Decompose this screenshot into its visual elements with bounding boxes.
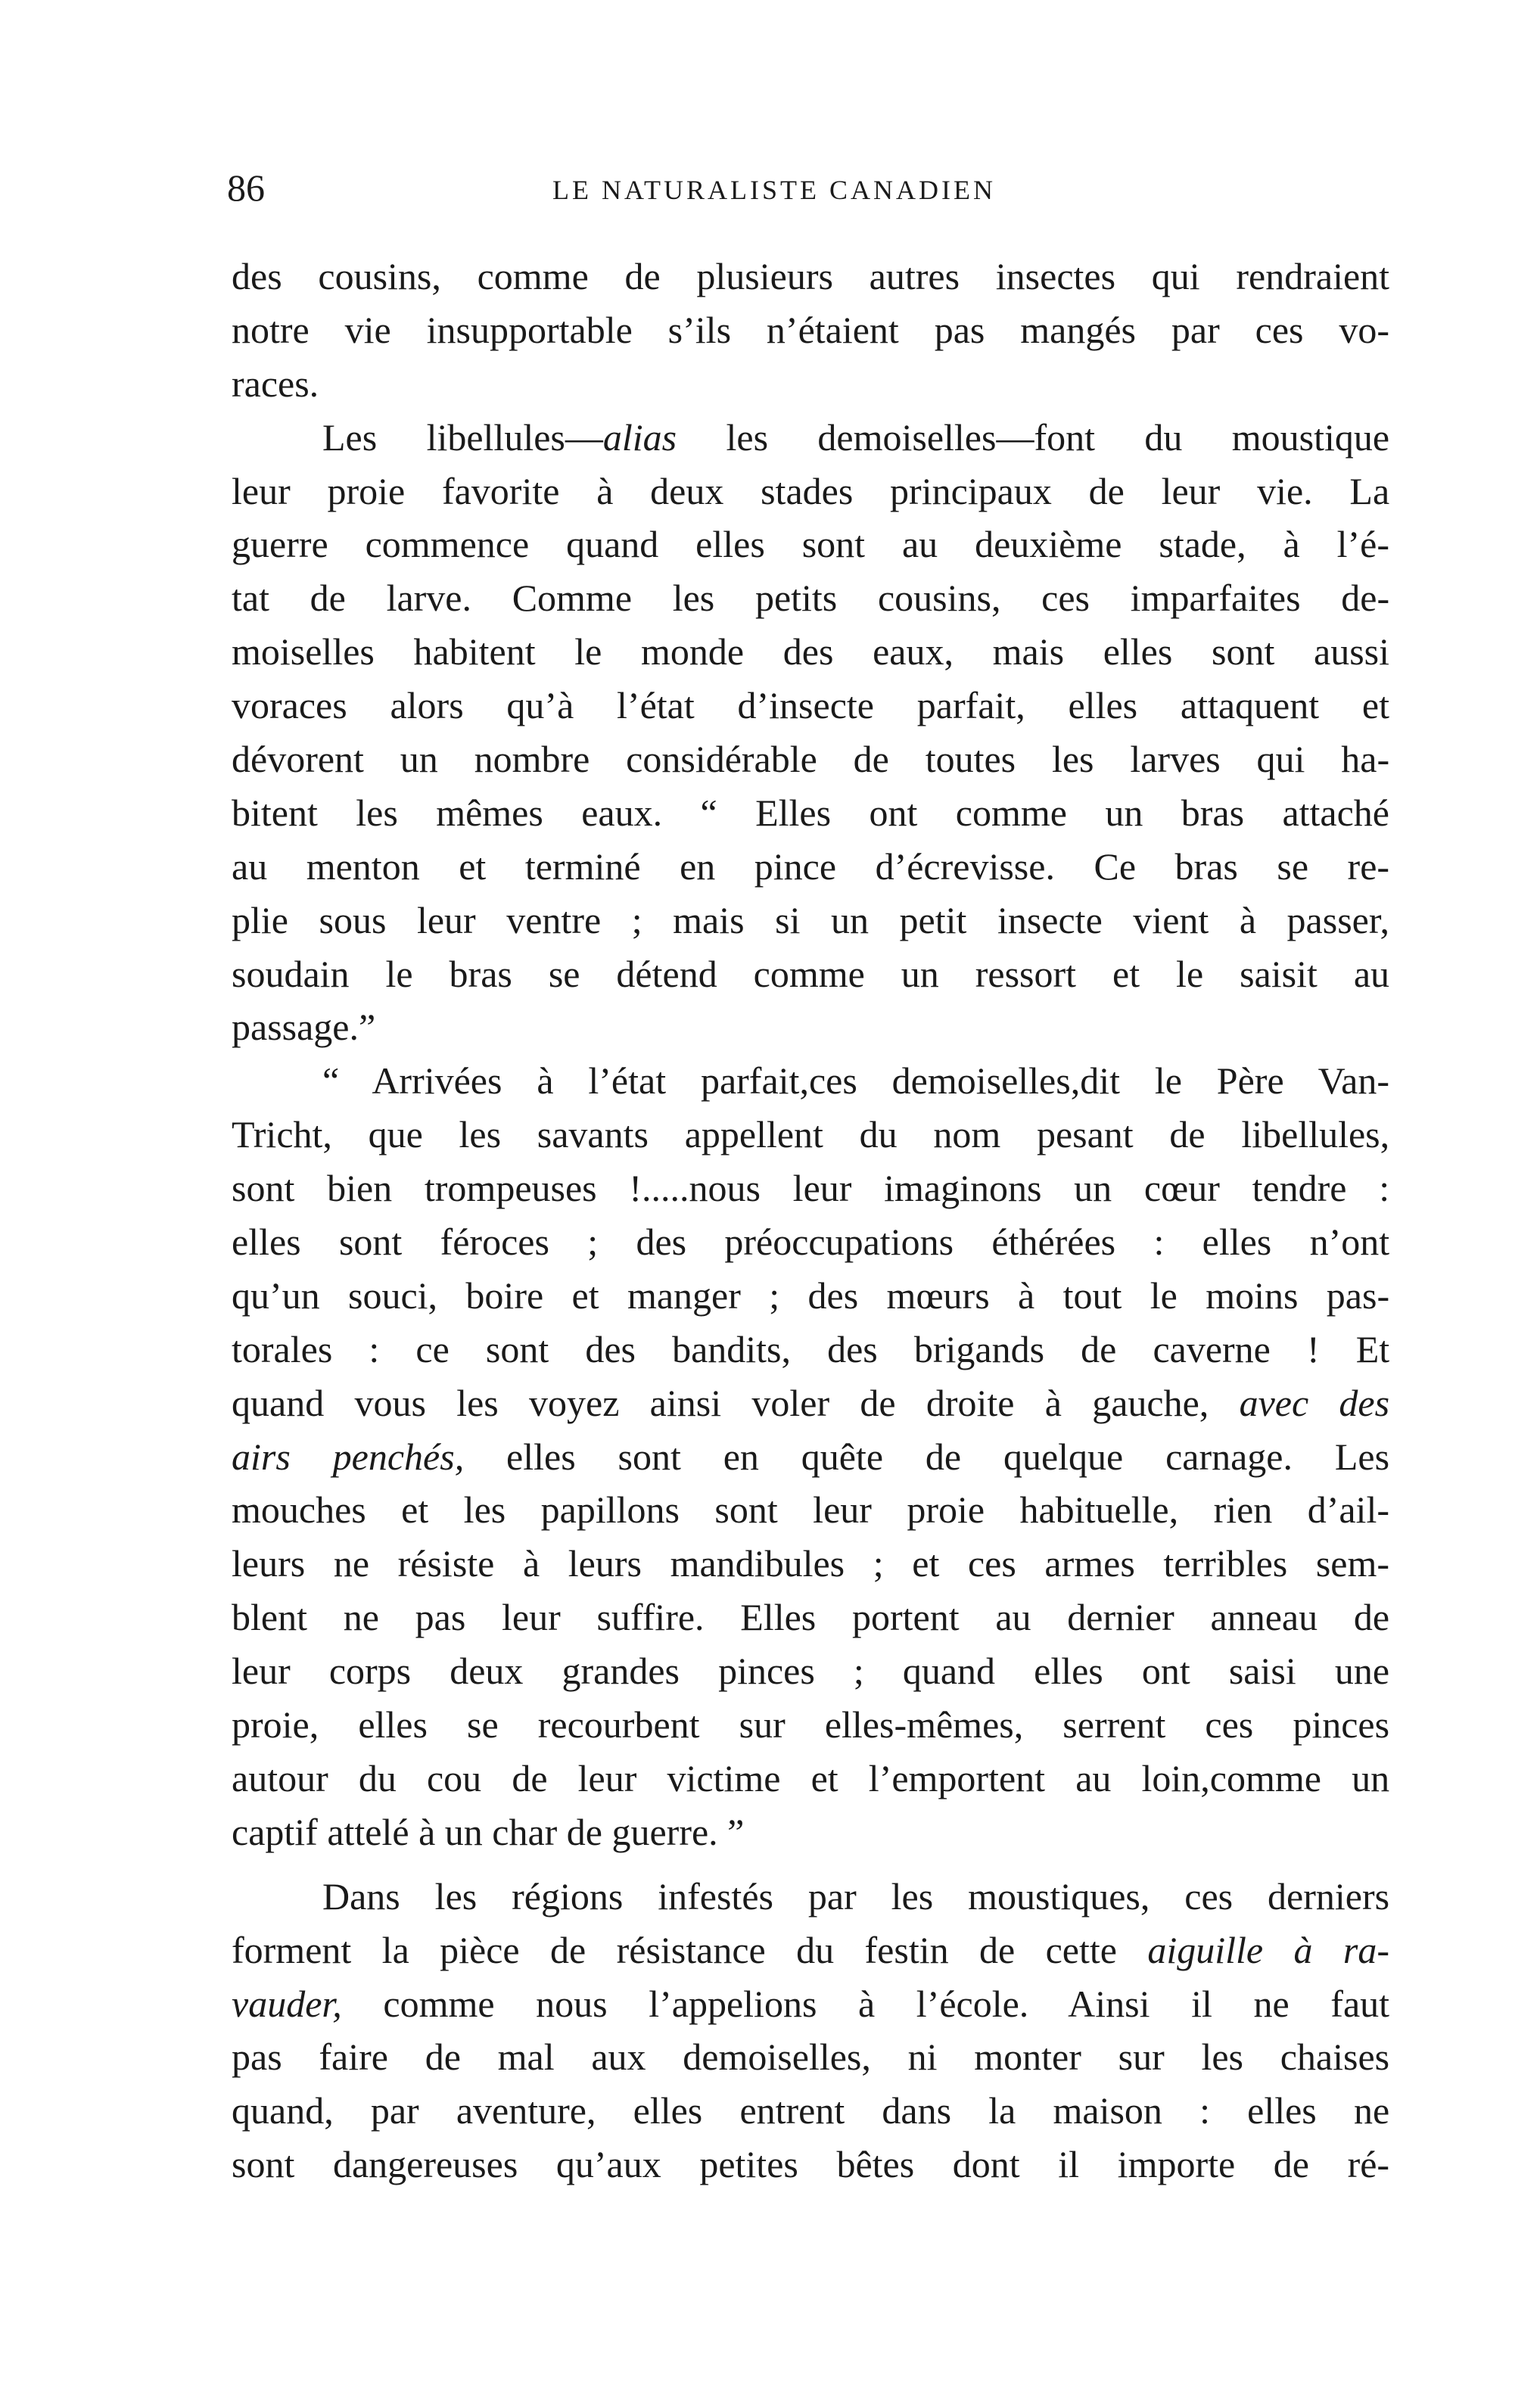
text-line: [232, 2138, 1389, 2191]
text-line: [232, 840, 1389, 894]
text-line: [232, 1323, 1389, 1376]
text-segment: elles sont en quête de quelque carnage. Les: [506, 1435, 1389, 1478]
text-segment: races.: [232, 362, 319, 405]
italic-text-segment: aiguille à ra-: [1147, 1928, 1389, 1971]
italic-text-segment: airs penchés,: [232, 1435, 465, 1478]
text-segment: sont dangereuses qu’aux petites bêtes dont il importe de ré-: [232, 2143, 1389, 2186]
text-segment: forment la pièce de résistance du festin de cette: [232, 1928, 1117, 1971]
text-line: [232, 411, 1389, 465]
text-line: [232, 786, 1389, 840]
text-segment: blent ne pas leur suffire. Elles portent au dernier anneau de: [232, 1596, 1389, 1639]
text-line: [232, 1806, 1389, 1859]
running-title: LE NATURALISTE CANADIEN: [552, 175, 996, 205]
italic-text-segment: avec des: [1239, 1381, 1389, 1424]
text-segment: mouches et les papillons sont leur proie habituelle, rien d’ail-: [232, 1488, 1389, 1532]
text-segment: Tricht, que les savants appellent du nom pesant de libellules,: [232, 1113, 1389, 1156]
italic-text-segment: vauder,: [232, 1982, 342, 2025]
text-line: [232, 1752, 1389, 1806]
text-segment: soudain le bras se détend comme un ressort et le saisit au: [232, 952, 1389, 995]
text-segment: “ Arrivées à l’état parfait,ces demoiselles,dit le Père Van-: [322, 1059, 1389, 1103]
text-line: [232, 1591, 1389, 1644]
text-segment: bitent les mêmes eaux. “ Elles ont comme un bras attaché: [232, 791, 1389, 834]
text-line: [232, 679, 1389, 732]
text-line: [232, 518, 1389, 571]
text-line: [232, 571, 1389, 625]
text-segment: quand vous les voyez ainsi voler de droite à gauche,: [232, 1381, 1209, 1424]
text-line: [232, 303, 1389, 357]
text-segment: au menton et terminé en pince d’écrevisse. Ce bras se re-: [232, 844, 1389, 888]
text-segment: leur proie favorite à deux stades principaux de leur vie. La: [232, 469, 1389, 512]
text-line: [232, 465, 1389, 518]
text-segment: elles sont féroces ; des préoccupations éthérées : elles n’ont: [232, 1221, 1389, 1264]
text-segment: Les libellules—: [322, 415, 603, 459]
text-segment: guerre commence quand elles sont au deuxième stade, à l’é-: [232, 523, 1389, 566]
text-segment: quand, par aventure, elles entrent dans la maison : elles ne: [232, 2089, 1389, 2132]
text-segment: leurs ne résiste à leurs mandibules ; et ces armes terribles sem-: [232, 1542, 1389, 1585]
text-line: [232, 947, 1389, 1001]
text-segment: torales : ce sont des bandits, des brigands de caverne ! Et: [232, 1327, 1389, 1370]
italic-text-segment: alias: [602, 415, 677, 459]
text-line: [232, 357, 1389, 411]
body-text: [232, 250, 1389, 2191]
text-line: [232, 1977, 1389, 2031]
text-line: [232, 1644, 1389, 1698]
text-line: [232, 1537, 1389, 1591]
text-line: [232, 1108, 1389, 1162]
text-segment: tat de larve. Comme les petits cousins, ces imparfaites de-: [232, 577, 1389, 620]
page-number: 86: [227, 166, 265, 209]
text-line: [232, 625, 1389, 679]
text-line: [232, 732, 1389, 786]
text-segment: comme nous l’appelions à l’école. Ainsi il ne faut: [383, 1982, 1389, 2025]
text-line: [232, 2084, 1389, 2138]
text-line: [232, 2030, 1389, 2084]
text-line: [232, 1269, 1389, 1323]
text-segment: des cousins, comme de plusieurs autres insectes qui rendraient: [232, 255, 1389, 297]
text-segment: leur corps deux grandes pinces ; quand elles ont saisi une: [232, 1650, 1389, 1693]
text-line: [232, 1483, 1389, 1537]
text-line: [232, 1430, 1389, 1484]
text-segment: sont bien trompeuses !.....nous leur imaginons un cœur tendre :: [232, 1167, 1389, 1210]
text-line: [232, 1162, 1389, 1215]
text-line: [232, 1000, 1389, 1054]
text-segment: voraces alors qu’à l’état d’insecte parfait, elles attaquent et: [232, 684, 1389, 727]
text-segment: autour du cou de leur victime et l’emportent au loin,comme un: [232, 1756, 1389, 1799]
text-line: [232, 1054, 1389, 1108]
text-line: [232, 1924, 1389, 1977]
text-line: [232, 250, 1389, 303]
text-segment: plie sous leur ventre ; mais si un petit insecte vient à passer,: [232, 898, 1389, 941]
text-segment: proie, elles se recourbent sur elles-mêmes, serrent ces pinces: [232, 1703, 1389, 1746]
text-segment: dévorent un nombre considérable de toutes les larves qui ha-: [232, 738, 1389, 781]
text-line: [232, 894, 1389, 947]
text-segment: passage.”: [232, 1006, 376, 1049]
text-segment: les demoiselles—font du moustique: [726, 415, 1389, 459]
text-line: [232, 1376, 1389, 1430]
text-segment: moiselles habitent le monde des eaux, mais elles sont aussi: [232, 630, 1389, 673]
text-line: [232, 1215, 1389, 1269]
text-segment: captif attelé à un char de guerre. ”: [232, 1810, 745, 1853]
text-segment: pas faire de mal aux demoiselles, ni monter sur les chaises: [232, 2036, 1389, 2079]
text-segment: Dans les régions infestés par les moustiques, ces derniers: [322, 1874, 1389, 1918]
text-line: [232, 1870, 1389, 1924]
page-header: [227, 165, 1392, 218]
text-segment: qu’un souci, boire et manger ; des mœurs à tout le moins pas-: [232, 1274, 1389, 1317]
text-line: [232, 1698, 1389, 1752]
text-segment: notre vie insupportable s’ils n’étaient pas mangés par ces vo-: [232, 308, 1389, 351]
